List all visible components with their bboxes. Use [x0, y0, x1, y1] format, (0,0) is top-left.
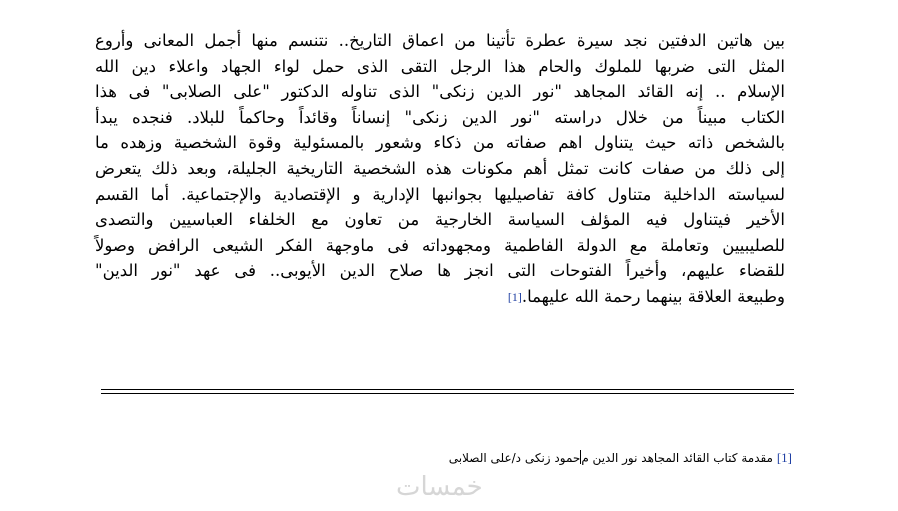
body-line: للصليبيين وتعاملة مع الدولة الفاطمية ومجهوداته فى ماوجهة الفكر الشيعى الرافض وصولاً [95, 235, 785, 255]
footnote-separator-top [101, 389, 794, 390]
footnote-text-part-1: مقدمة كتاب القائد المجاهد نور الدين م [581, 451, 773, 465]
footnote-reference-link[interactable]: [1] [507, 289, 522, 304]
footnote-mark-link[interactable]: [1] [776, 450, 792, 465]
body-line: الكتاب مبيناً من خلال دراسته "نور الدين زنكى" إنساناً وقائداً وحاكماً للبلاد. فنجده يبدأ [95, 107, 785, 127]
body-line: الأخير فيتناول فيه المؤلف السياسة الخارجية من تعاون مع الخلفاء العباسيين والتصدى [95, 210, 785, 230]
body-line: وطبيعة العلاقة بينهما رحمة الله عليهما. [521, 286, 785, 306]
body-line: بالشخص ذاته حيث يتناول اهم صفاته من ذكاء وشعور بالمسئولية وقوة الشخصية وزهده ما [95, 133, 785, 153]
footnote [449, 450, 792, 466]
body-line: الإسلام .. إنه القائد المجاهد "نور الدين زنكى" الذى تناوله الدكتور "على الصلابى" فى هذا [95, 82, 785, 102]
body-line: للقضاء عليهم، وأخيراً الفتوحات التى انجز ها صلاح الدين الأيوبى.. فى عهد "نور الدين" [95, 261, 785, 281]
body-line-last [95, 284, 785, 312]
footnote-text-part-2: حمود زنكى د/على الصلابى [448, 451, 581, 465]
watermark-logo: خمسات [396, 472, 483, 502]
body-line: إلى ذلك من صفات كانت تمثل أهم مكونات هذه الشخصية التاريخية الجليلة، وبعد ذلك يتعرض [95, 158, 785, 178]
document-body [95, 28, 785, 312]
body-line: بين هاتين الدفتين نجد سيرة عطرة تأتينا من اعماق التاريخ.. نتنسم منها أجمل المعانى وأروع [95, 31, 785, 50]
footnote-separator-bottom [101, 393, 794, 394]
body-line: المثل التى ضربها للملوك والحام هذا الرجل التقى الذى حمل لواء الجهاد واعلاء دين الله [95, 56, 785, 76]
body-line: لسياسته الداخلية متناول كافة تفاصيليها بجوانبها الإدارية و الإقتصادية والإجتماعية. أما القسم [95, 184, 785, 204]
